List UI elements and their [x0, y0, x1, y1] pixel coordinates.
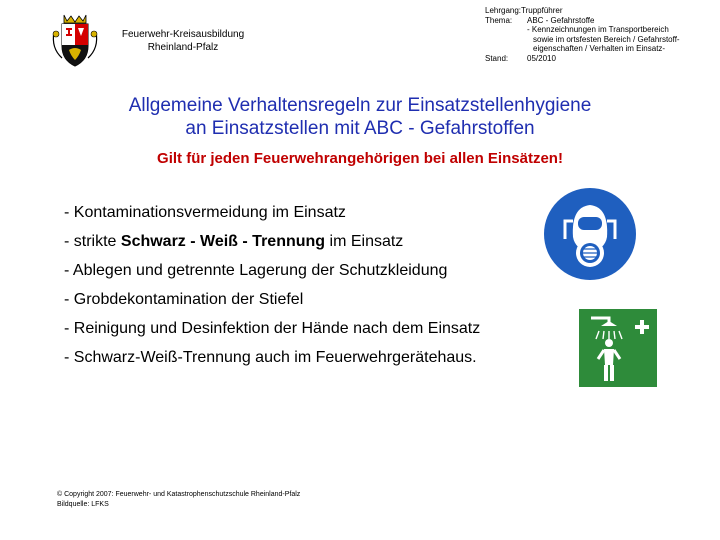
org-line-1: Feuerwehr-Kreisausbildung: [121, 29, 245, 40]
rule-text: - Schwarz-Weiß-Trennung auch im Feuerwehrgerätehaus.: [64, 349, 477, 366]
topic-spacer-3: [485, 35, 527, 45]
date-value: 05/2010: [527, 53, 556, 63]
rule-text: - strikte: [64, 233, 121, 250]
topic-value-3: sowie im ortsfesten Bereich / Gefahrstoff-: [533, 34, 680, 44]
list-item: [64, 203, 564, 232]
coat-of-arms-icon: [50, 12, 100, 74]
organization-name: [108, 28, 258, 54]
topic-row: [485, 16, 695, 26]
topic-value-2: - Kennzeichnungen im Transportbereich: [527, 25, 669, 34]
topic-row-4: [485, 44, 695, 54]
course-value: Truppführer: [521, 6, 563, 15]
list-item: [64, 232, 564, 261]
title-line-2: an Einsatzstellen mit ABC - Gefahrstoffen: [185, 118, 535, 139]
topic-row-2: [485, 25, 695, 35]
topic-row-3: [485, 35, 695, 45]
rule-text: - Kontaminationsvermeidung im Einsatz: [64, 204, 346, 221]
org-line-2: Rheinland-Pfalz: [147, 42, 219, 53]
course-label: Lehrgang:: [485, 6, 522, 15]
rule-text: - Grobdekontamination der Stiefel: [64, 291, 304, 308]
rule-text-suffix: im Einsatz: [325, 233, 404, 250]
page-title: [40, 94, 680, 140]
date-label: Stand:: [485, 53, 509, 63]
title-line-1: Allgemeine Verhaltensregeln zur Einsatzstellenhygiene: [128, 95, 592, 116]
respirator-mask-icon: [543, 187, 637, 281]
copyright-text: © Copyright 2007: Feuerwehr- und Katastrophenschutzschule Rheinland-Pfalz: [57, 491, 301, 498]
rule-emphasis: Schwarz - Weiß - Trennung: [120, 233, 326, 250]
rule-text: - Ablegen und getrennte Lagerung der Schutzkleidung: [64, 262, 448, 279]
topic-label: Thema:: [485, 15, 513, 25]
topic-spacer-4: [485, 44, 527, 54]
course-metadata: [485, 6, 695, 63]
course-row: [485, 6, 695, 16]
topic-value-1: ABC - Gefahrstoffe: [527, 15, 595, 25]
rules-list: [64, 203, 564, 377]
list-item: [64, 290, 564, 319]
safety-shower-icon: [579, 309, 657, 387]
date-row: [485, 54, 695, 64]
page-subtitle: Gilt für jeden Feuerwehrangehörigen bei allen Einsätzen!: [157, 150, 563, 167]
list-item: [64, 261, 564, 290]
topic-spacer-2: [485, 25, 527, 35]
list-item: [64, 348, 564, 377]
list-item: [64, 319, 564, 348]
image-source-text: Bildquelle: LFKS: [57, 501, 109, 508]
footer: [57, 490, 457, 510]
rule-text: - Reinigung und Desinfektion der Hände nach dem Einsatz: [64, 320, 481, 337]
topic-value-4: eigenschaften / Verhalten im Einsatz-: [533, 44, 666, 53]
